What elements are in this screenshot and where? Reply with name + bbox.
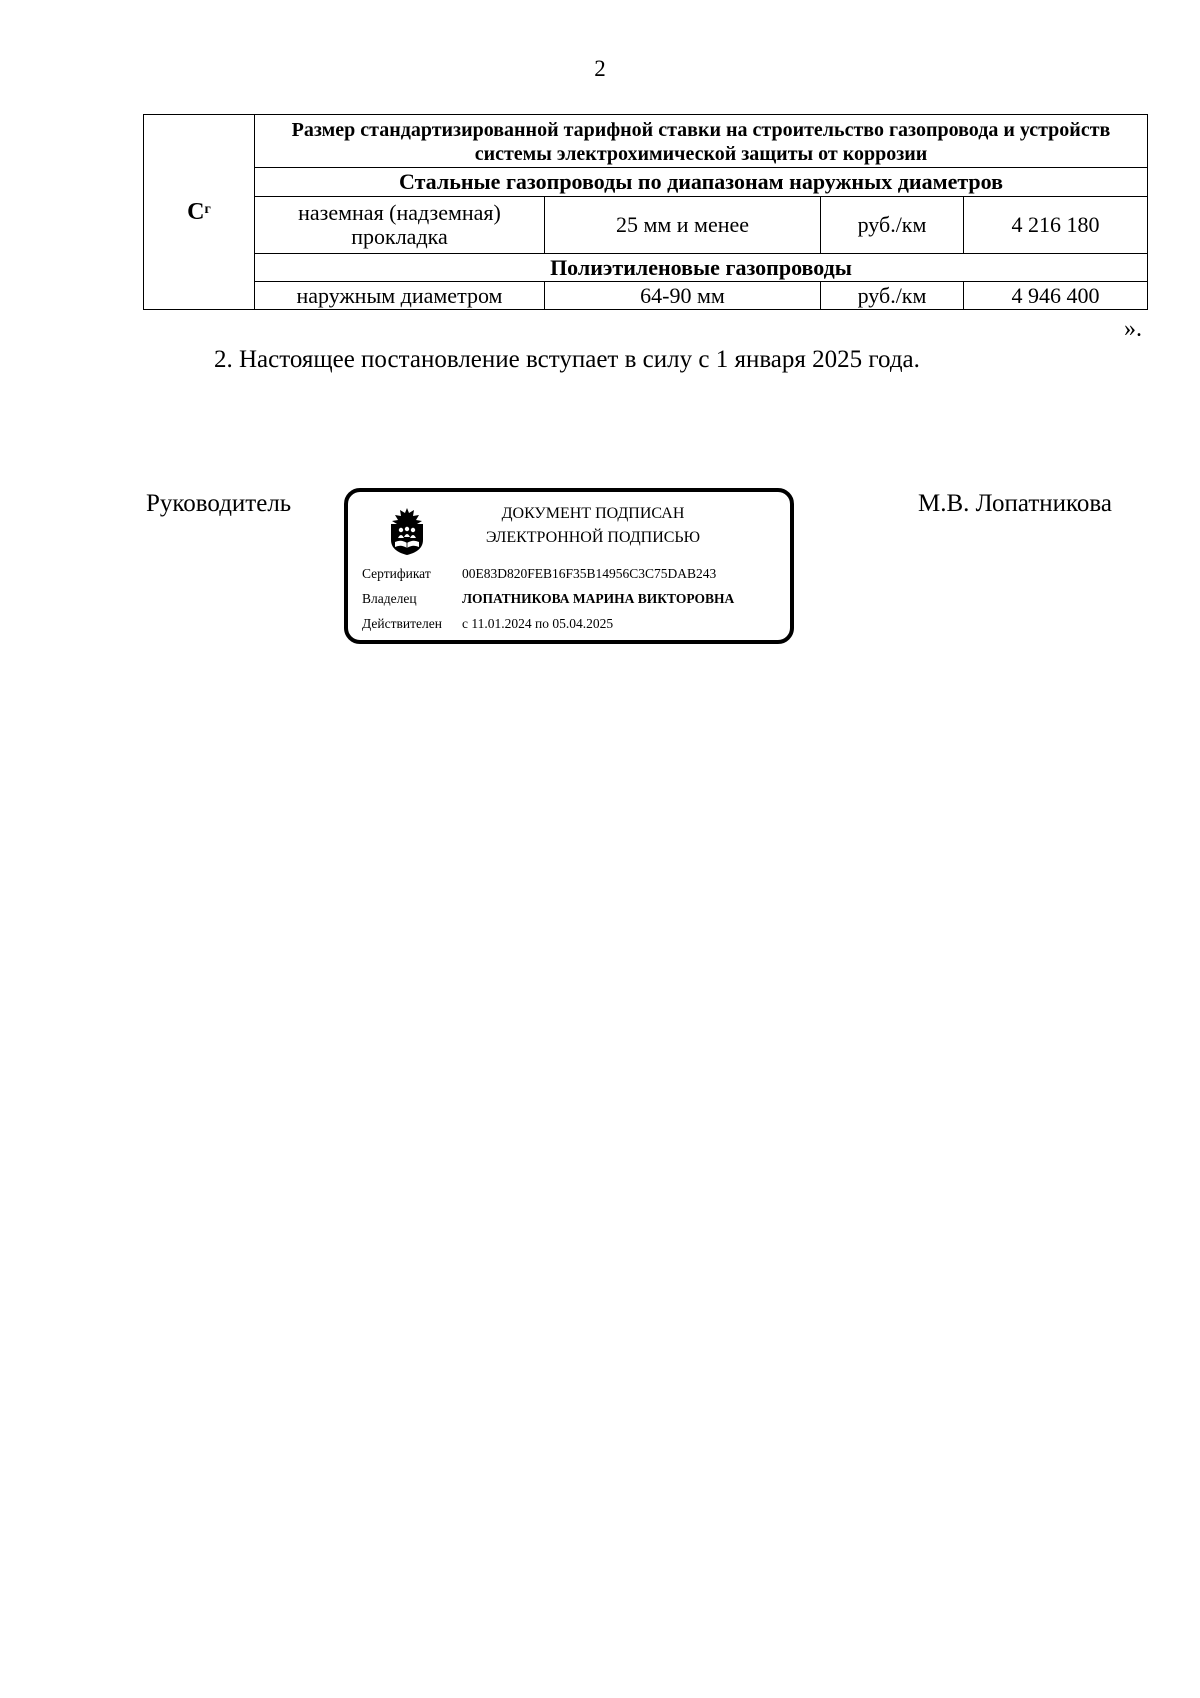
coat-of-arms-icon [386,506,428,556]
stamp-certificate-label: Сертификат [362,566,431,581]
stamp-validity-row [362,616,613,632]
stamp-owner-label: Владелец [362,591,417,606]
page-number: 2 [594,56,606,81]
section-row [144,254,1148,282]
stamp-certificate-value: 00E83D820FEB16F35B14956C3C75DAB243 [462,566,717,581]
tariff-table [143,114,1148,310]
cell-unit: руб./км [821,197,964,254]
effective-date-paragraph: 2. Настоящее постановление вступает в силу с 1 января 2025 года. [214,346,920,373]
tariff-code-cell [144,115,255,310]
signatory-role: Руководитель [146,490,292,517]
cell-value: 4 216 180 [964,197,1148,254]
stamp-certificate-row [362,566,716,582]
stamp-validity-value: с 11.01.2024 по 05.04.2025 [462,616,614,631]
cell-type: наземная (надземная) прокладка [255,197,545,254]
cell-diameter: 64-90 мм [545,282,821,310]
section-row [144,168,1148,197]
stamp-title-line-1: ДОКУМЕНТ ПОДПИСАН [501,505,685,522]
stamp-owner-row [362,591,734,607]
cell-unit: руб./км [821,282,964,310]
electronic-signature-stamp [344,488,794,644]
tariff-code-superscript: г [204,202,211,217]
cell-value: 4 946 400 [964,282,1148,310]
signatory-name: М.В. Лопатникова [918,490,1112,517]
tariff-code: С [187,199,205,225]
section-title-polyethylene: Полиэтиленовые газопроводы [255,254,1148,282]
cell-type: наружным диаметром [255,282,545,310]
table-row [144,197,1148,254]
cell-diameter: 25 мм и менее [545,197,821,254]
table-header: Размер стандартизированной тарифной ставки на строительство газопровода и устройств системы электрохимической защиты от коррозии [255,115,1148,168]
stamp-title-line-2: ЭЛЕКТРОННОЙ ПОДПИСЬЮ [485,529,701,546]
closing-quote: ». [1124,316,1142,342]
stamp-validity-label: Действителен [362,616,442,631]
stamp-owner-value: ЛОПАТНИКОВА МАРИНА ВИКТОРОВНА [462,591,735,606]
table-header-row [144,115,1148,168]
table-row [144,282,1148,310]
section-title-steel: Стальные газопроводы по диапазонам наружных диаметров [255,168,1148,197]
